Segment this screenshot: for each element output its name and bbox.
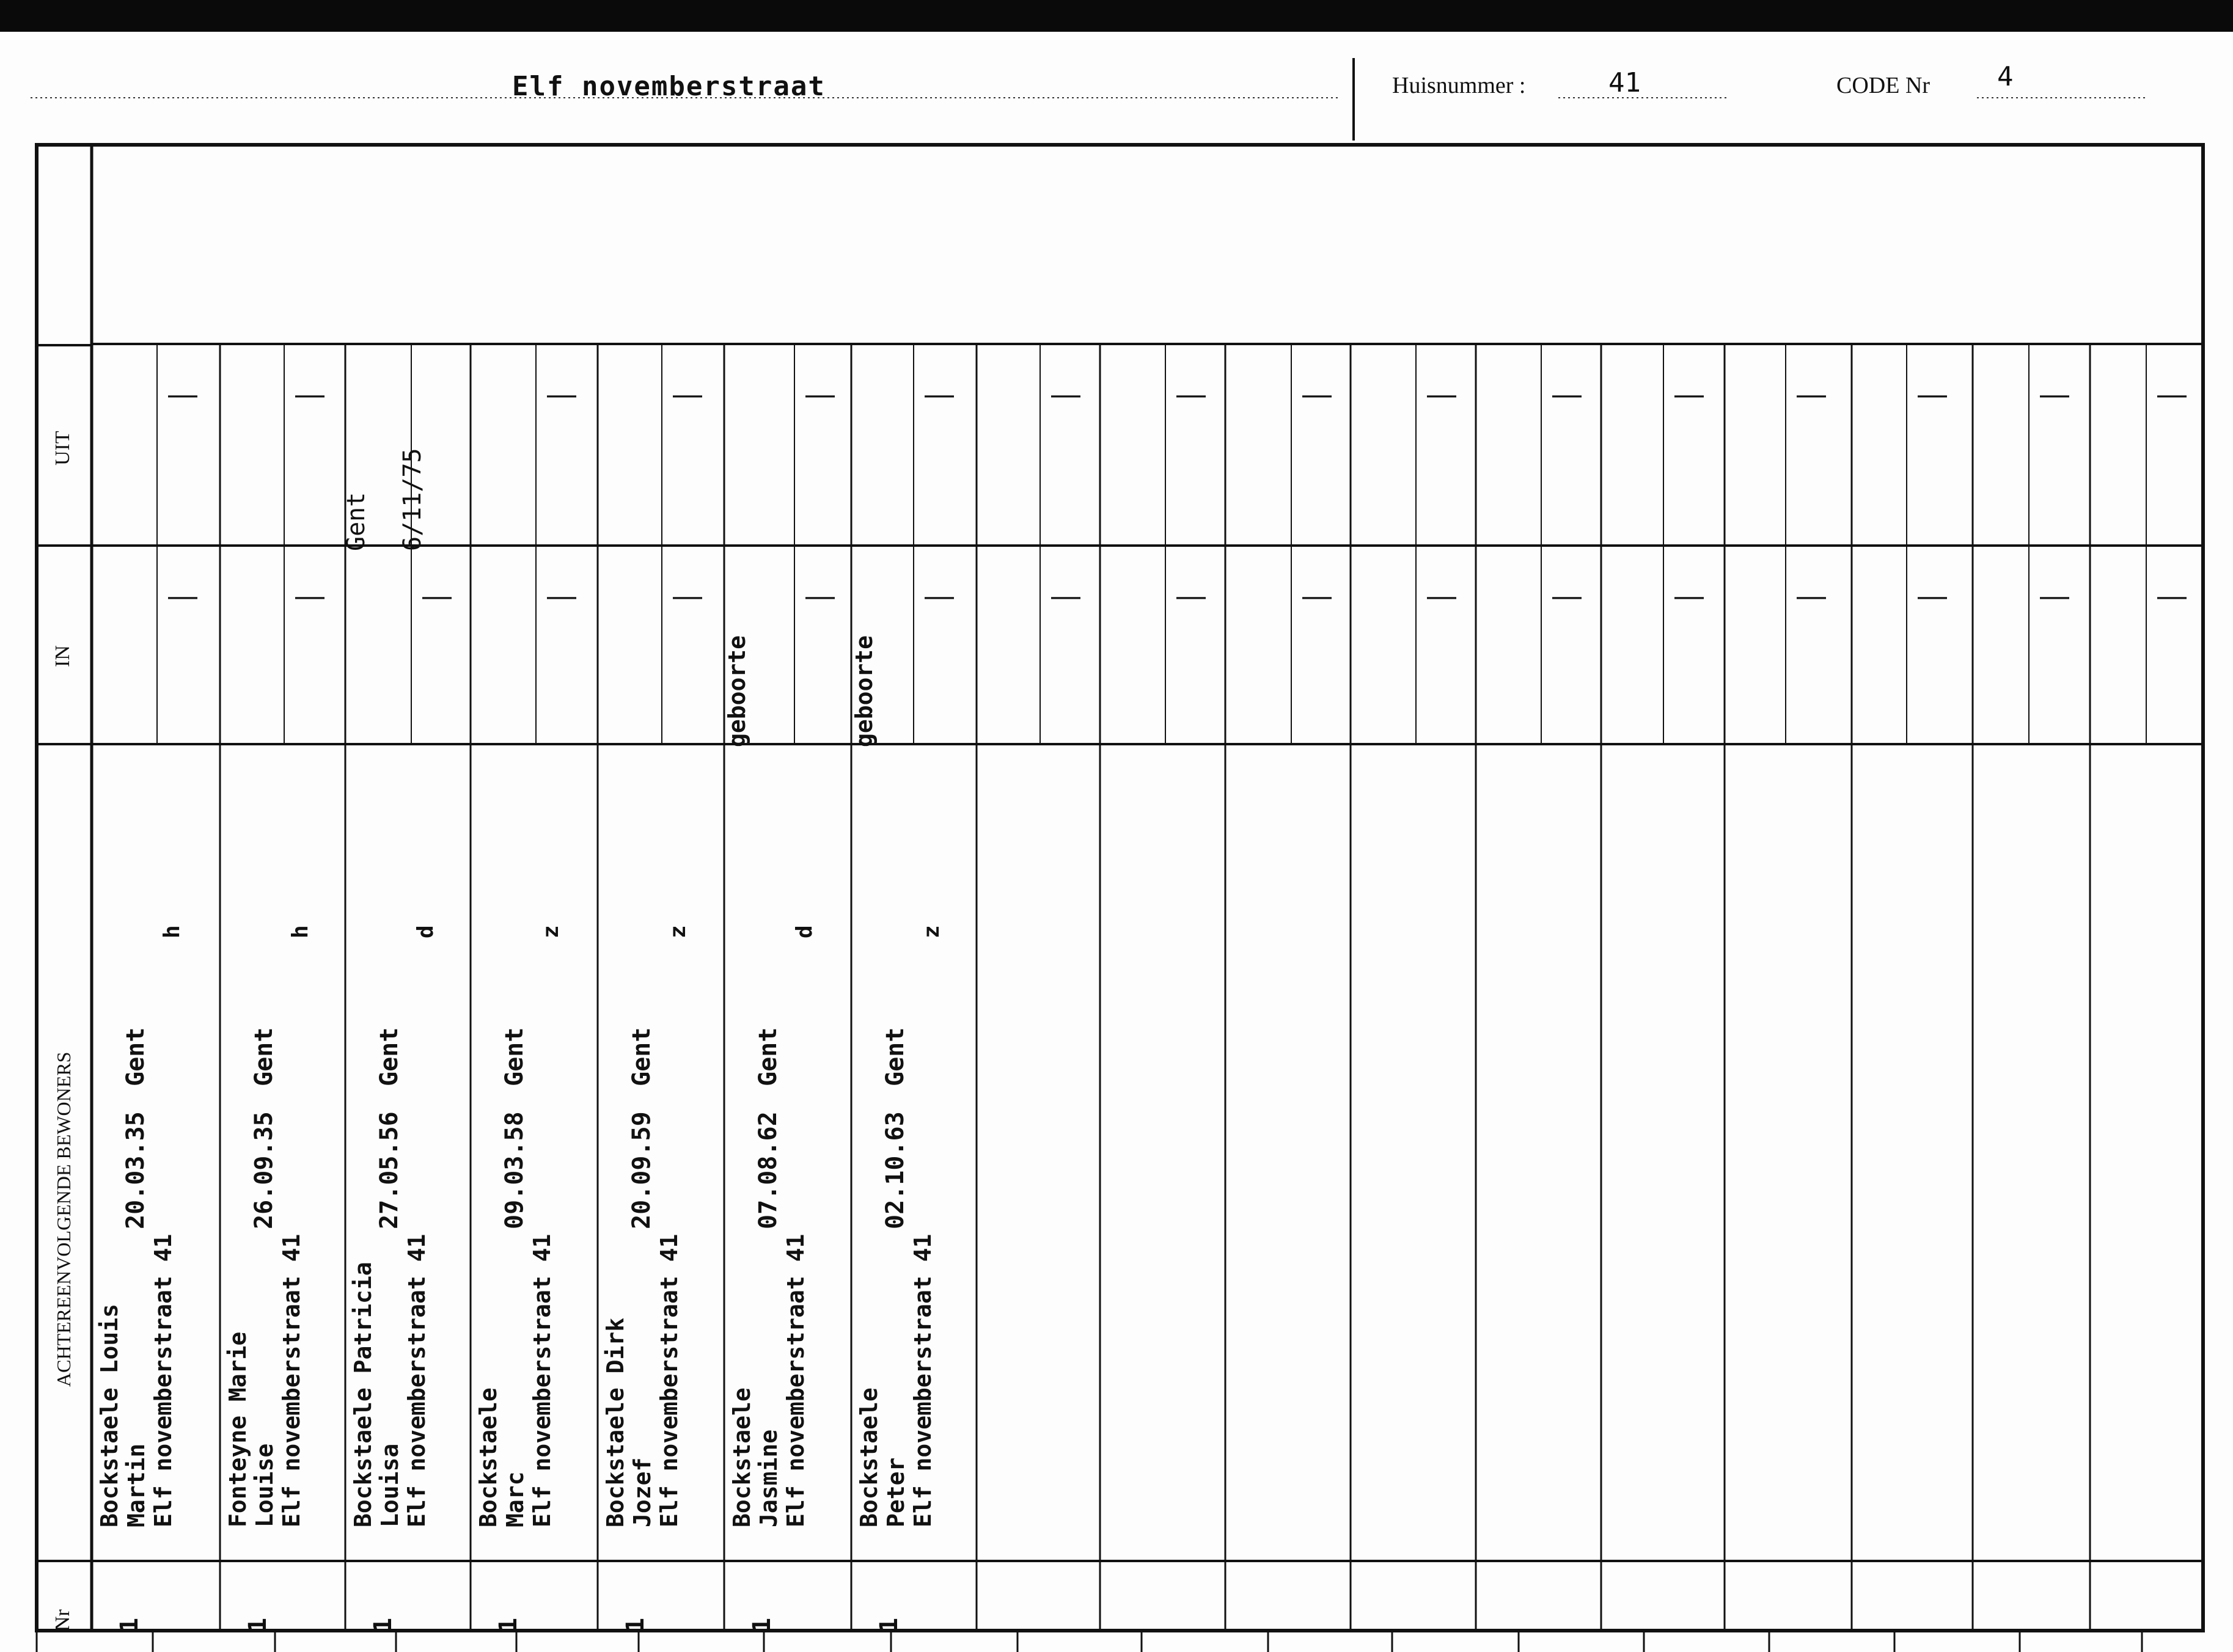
resident-given-name: Marc	[502, 1471, 529, 1527]
uit-dash: —	[1797, 378, 1826, 411]
resident-nr: 1	[116, 1617, 144, 1632]
resident-address: Elf novemberstraat 41	[656, 1234, 683, 1527]
resident-nr: 1	[494, 1617, 522, 1632]
resident-surname: Bockstaele Patricia	[350, 1262, 376, 1527]
resident-address: Elf novemberstraat 41	[150, 1234, 177, 1527]
in-dash: —	[422, 580, 452, 612]
in-dash: —	[673, 580, 702, 612]
resident-nr: 1	[244, 1617, 272, 1632]
resident-nr: 1	[875, 1617, 903, 1632]
resident-birthplace: Gent	[250, 1027, 278, 1086]
in-dash: —	[925, 580, 954, 612]
resident-address: Elf novemberstraat 41	[403, 1234, 430, 1527]
uit-dash: —	[925, 378, 954, 411]
in-dash: —	[805, 580, 835, 612]
uit-dash: —	[1051, 378, 1080, 411]
uit-dash: —	[1552, 378, 1582, 411]
uit-date: 6/11/75	[398, 448, 427, 551]
in-dash: —	[1051, 580, 1080, 612]
resident-relation: z	[538, 925, 563, 938]
resident-birthplace: Gent	[122, 1027, 150, 1086]
resident-surname: Bockstaele	[728, 1387, 755, 1527]
uit-label: UIT	[51, 431, 74, 466]
nr-label: Nr	[51, 1609, 74, 1631]
resident-birthdate: 20.09.59	[628, 1111, 656, 1229]
uit-place: Gent	[342, 492, 370, 551]
resident-relation: z	[666, 925, 691, 938]
uit-dash: —	[547, 378, 576, 411]
street-name: Elf novemberstraat	[512, 71, 826, 102]
resident-birthdate: 09.03.58	[501, 1111, 529, 1229]
in-dash: —	[295, 580, 324, 612]
resident-surname: Bockstaele Louis	[96, 1303, 123, 1527]
uit-dash: —	[1674, 378, 1704, 411]
in-dash: —	[1918, 580, 1947, 612]
resident-surname: Bockstaele	[475, 1387, 502, 1527]
in-dash: —	[1302, 580, 1332, 612]
resident-given-name: Jozef	[629, 1457, 656, 1527]
in-dash: —	[1427, 580, 1456, 612]
uit-dash: —	[2040, 378, 2069, 411]
uit-dash: —	[168, 378, 197, 411]
uit-dash: —	[2157, 378, 2187, 411]
resident-nr: 1	[748, 1617, 776, 1632]
resident-given-name: Louisa	[376, 1443, 403, 1527]
resident-surname: Bockstaele Dirk	[602, 1317, 629, 1527]
in-dash: —	[1552, 580, 1582, 612]
resident-given-name: Martin	[123, 1443, 150, 1527]
resident-relation: h	[160, 925, 185, 938]
resident-address: Elf novemberstraat 41	[782, 1234, 809, 1527]
uit-dash: —	[1918, 378, 1947, 411]
resident-birthdate: 26.09.35	[250, 1111, 278, 1229]
in-dash: —	[1797, 580, 1826, 612]
resident-surname: Bockstaele	[856, 1387, 882, 1527]
resident-nr: 1	[369, 1617, 397, 1632]
uit-dash: —	[673, 378, 702, 411]
in-dash: —	[1176, 580, 1206, 612]
resident-birthplace: Gent	[628, 1027, 656, 1086]
resident-relation: h	[288, 925, 313, 938]
resident-birthplace: Gent	[881, 1027, 909, 1086]
code-value: 4	[1997, 61, 2014, 92]
uit-dash: —	[295, 378, 324, 411]
bewoners-label: ACHTEREENVOLGENDE BEWONERS	[53, 1051, 75, 1387]
uit-dash: —	[1302, 378, 1332, 411]
house-number-label: Huisnummer :	[1392, 73, 1526, 98]
resident-given-name: Jasmine	[755, 1429, 782, 1527]
resident-surname: Fonteyne Marie	[224, 1331, 251, 1527]
resident-birthdate: 27.05.56	[375, 1111, 403, 1229]
uit-dash: —	[1427, 378, 1456, 411]
in-note: geboorte	[724, 635, 750, 747]
resident-relation: d	[413, 925, 438, 938]
resident-address: Elf novemberstraat 41	[529, 1234, 556, 1527]
resident-birthplace: Gent	[375, 1027, 403, 1086]
house-number-value: 41	[1608, 67, 1641, 98]
in-label: IN	[51, 645, 74, 667]
in-dash: —	[1674, 580, 1704, 612]
in-dash: —	[547, 580, 576, 612]
in-dash: —	[2040, 580, 2069, 612]
resident-given-name: Louise	[251, 1443, 278, 1527]
resident-birthdate: 07.08.62	[754, 1111, 782, 1229]
in-dash: —	[168, 580, 197, 612]
resident-birthdate: 02.10.63	[881, 1111, 909, 1229]
resident-address: Elf novemberstraat 41	[909, 1234, 936, 1527]
in-dash: —	[2157, 580, 2187, 612]
code-label: CODE Nr	[1836, 73, 1931, 98]
resident-nr: 1	[622, 1617, 650, 1632]
resident-birthdate: 20.03.35	[122, 1111, 150, 1229]
resident-relation: z	[919, 925, 944, 938]
resident-address: Elf novemberstraat 41	[278, 1234, 305, 1527]
uit-dash: —	[805, 378, 835, 411]
resident-birthplace: Gent	[501, 1027, 529, 1086]
in-note: geboorte	[851, 635, 878, 747]
resident-given-name: Peter	[882, 1457, 909, 1527]
resident-birthplace: Gent	[754, 1027, 782, 1086]
uit-dash: —	[1176, 378, 1206, 411]
resident-relation: d	[792, 925, 817, 938]
